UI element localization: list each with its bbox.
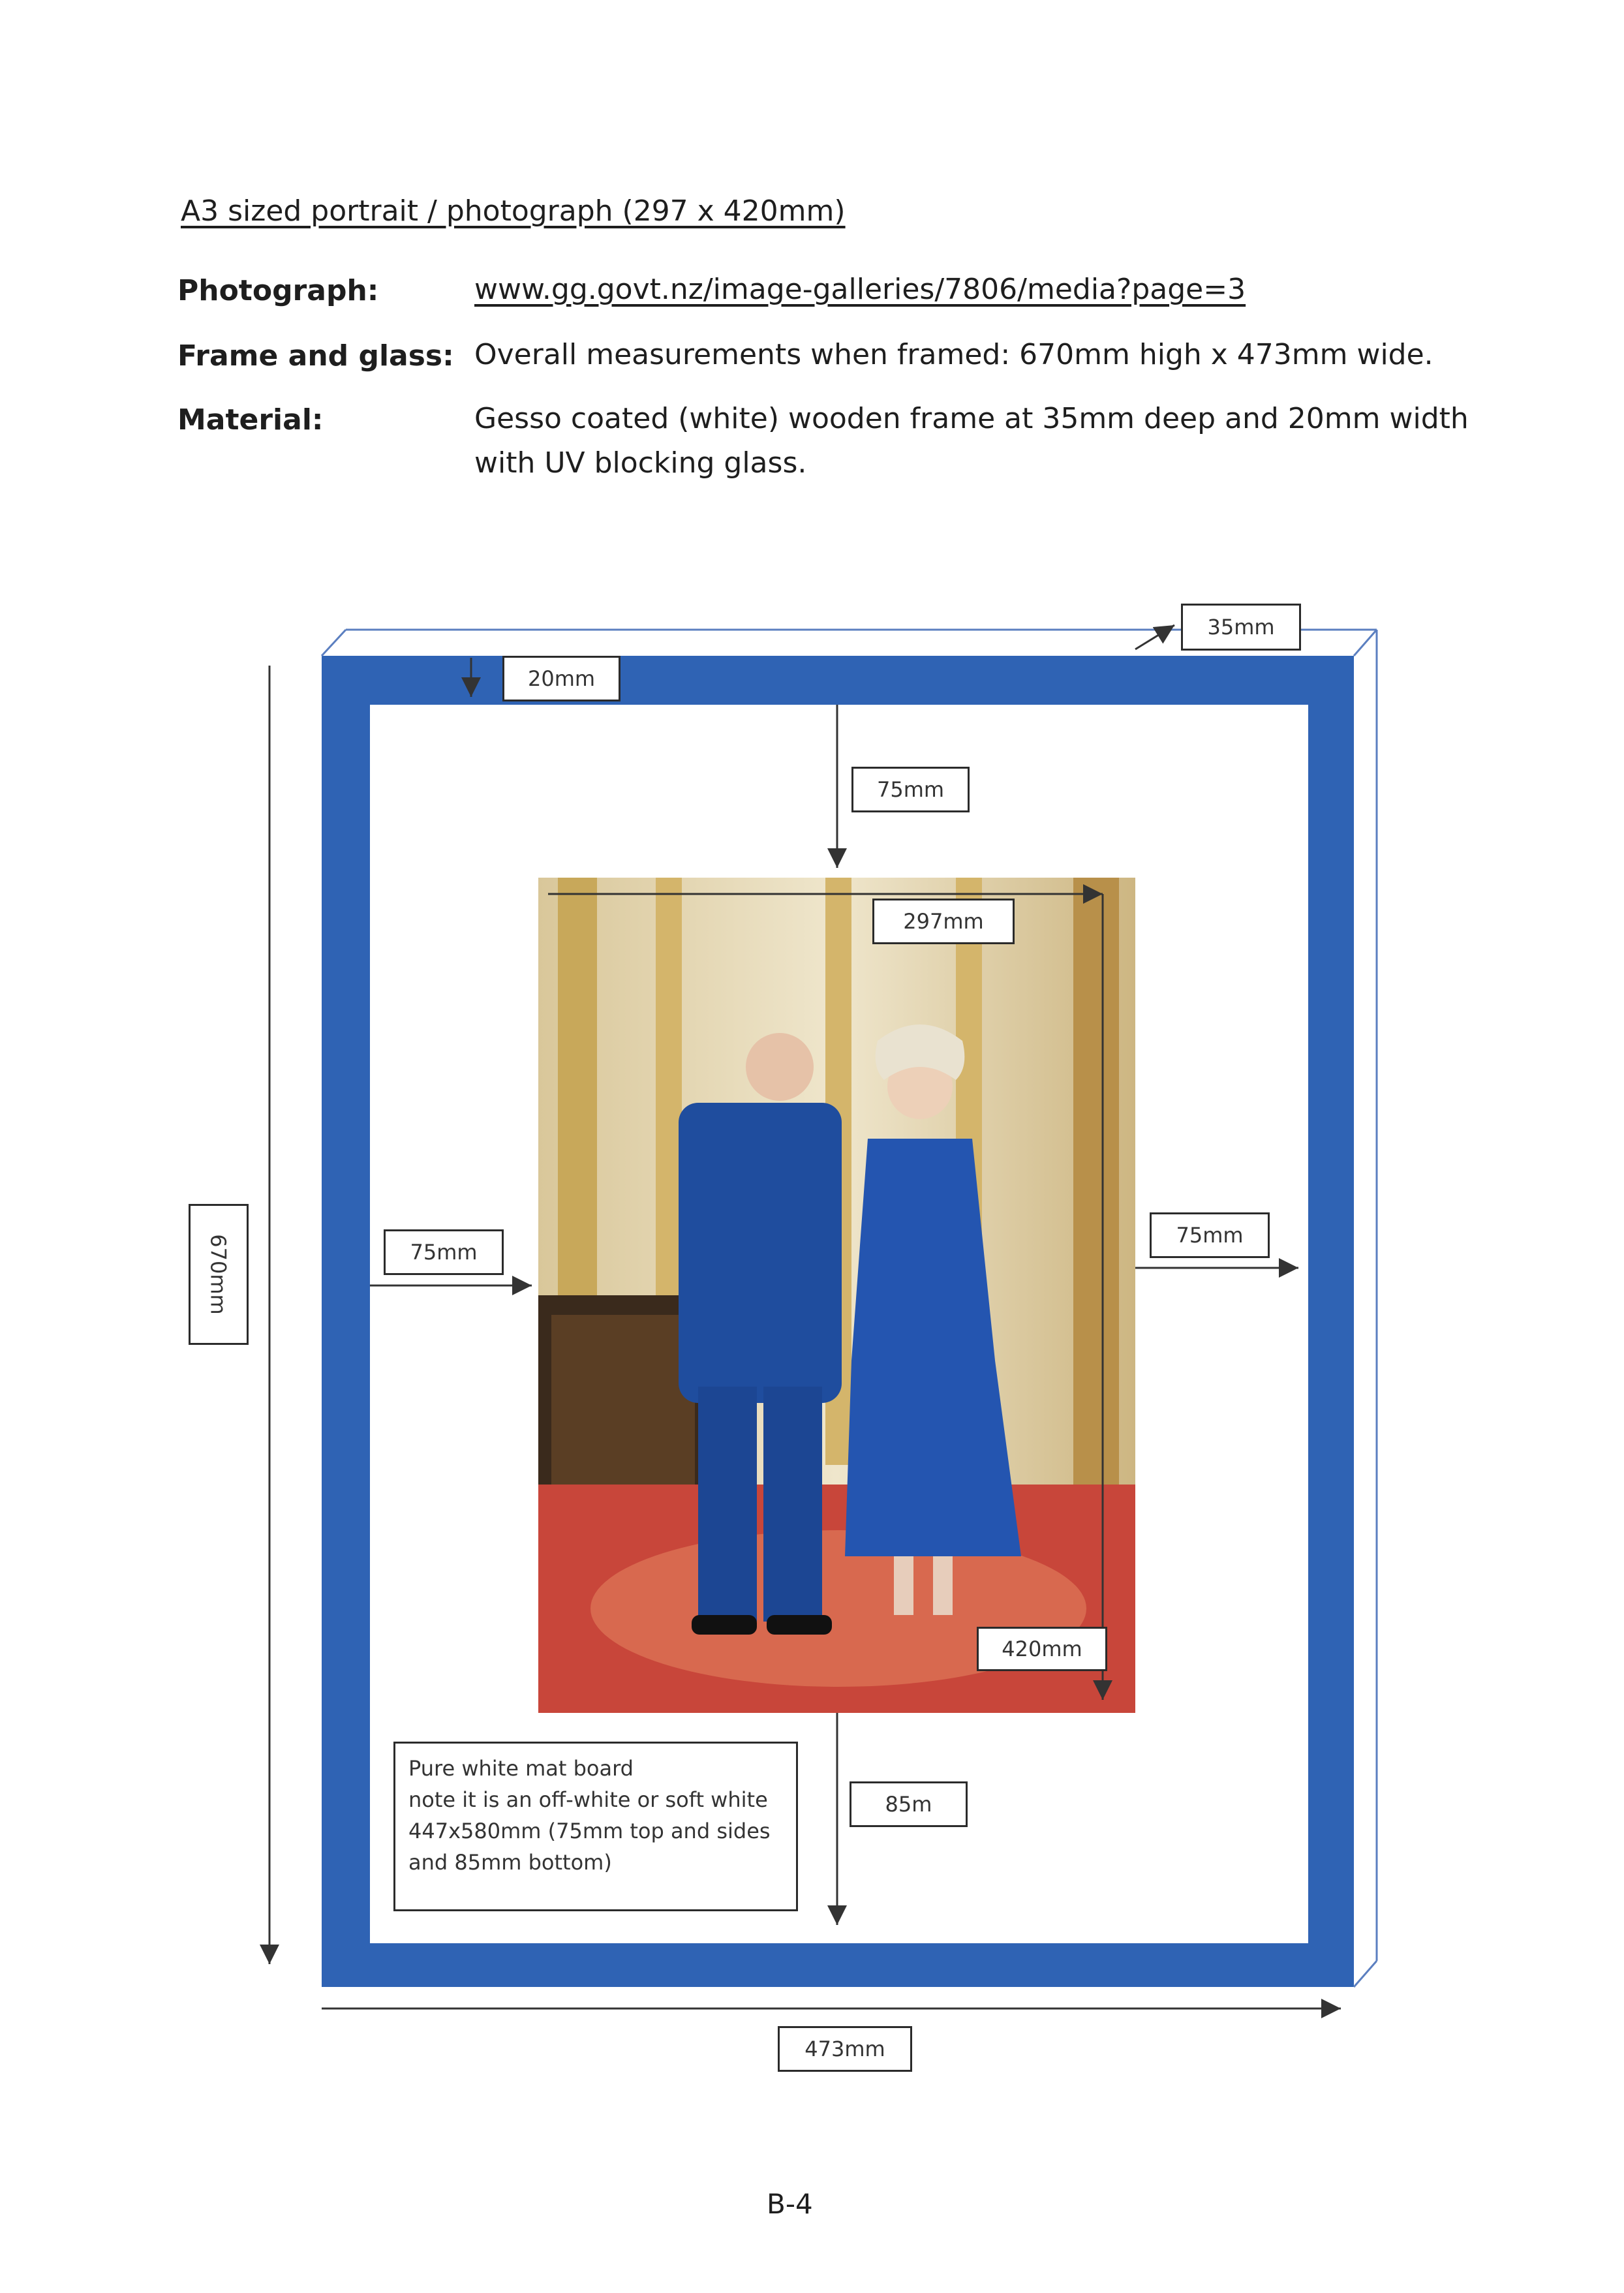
note-line-2: note it is an off-white or soft white	[408, 1787, 768, 1812]
photograph-link[interactable]: www.gg.govt.nz/image-galleries/7806/media?page=3	[474, 273, 1246, 306]
material-label: Material:	[177, 403, 324, 437]
page-number: B-4	[767, 2188, 813, 2220]
frame-glass-label: Frame and glass:	[177, 339, 454, 373]
photo-width-label: 297mm	[872, 899, 1015, 944]
note-line-4: and 85mm bottom)	[408, 1850, 612, 1875]
photo-height-label: 420mm	[977, 1627, 1107, 1671]
mat-left-label: 75mm	[384, 1229, 504, 1275]
frame-glass-value: Overall measurements when framed: 670mm high x 473mm wide.	[474, 338, 1433, 371]
overall-height-text: 670mm	[206, 1234, 232, 1315]
mat-bottom-label: 85m	[850, 1781, 968, 1827]
photograph-label: Photograph:	[177, 274, 379, 307]
depth-edge-bottom-right	[1354, 1961, 1377, 1987]
overall-width-label: 473mm	[778, 2026, 912, 2072]
frame-width-label: 20mm	[502, 656, 620, 701]
material-value-line2: with UV blocking glass.	[474, 446, 807, 480]
depth-label: 35mm	[1181, 604, 1301, 651]
depth-edge-top-right	[1354, 630, 1377, 656]
material-value-line1: Gesso coated (white) wooden frame at 35mm deep and 20mm width	[474, 402, 1469, 435]
mat-right-label: 75mm	[1150, 1212, 1270, 1258]
page-heading: A3 sized portrait / photograph (297 x 420mm)	[181, 194, 846, 228]
overall-height-label	[189, 1204, 249, 1345]
mat-top-label: 75mm	[851, 767, 970, 812]
depth-edge-top-left	[322, 630, 346, 656]
mat-board-note	[393, 1742, 798, 1911]
note-line-1: Pure white mat board	[408, 1756, 634, 1781]
note-line-3: 447x580mm (75mm top and sides	[408, 1819, 771, 1843]
